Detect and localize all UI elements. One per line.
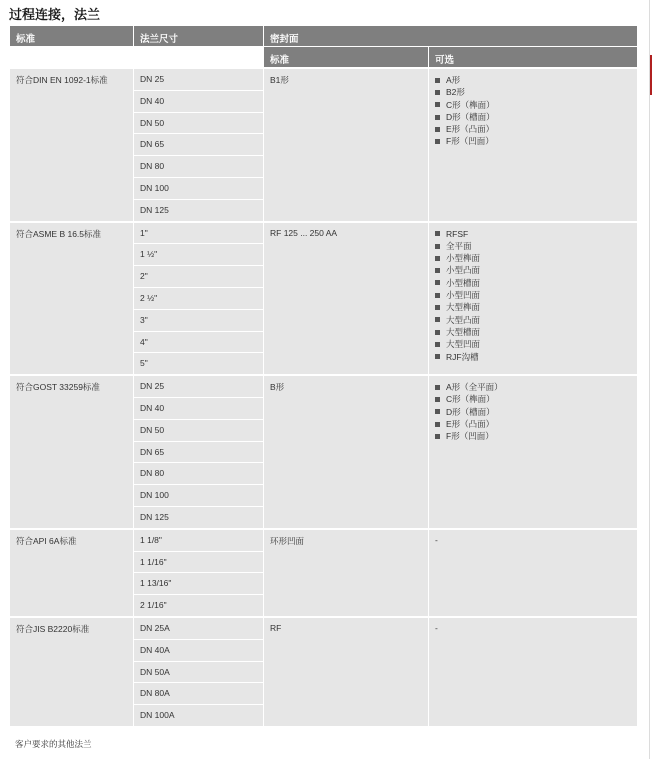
option-item: 小型凹面	[435, 289, 631, 301]
square-bullet-icon	[435, 268, 440, 273]
option-item: RFSF	[435, 228, 631, 240]
option-item: D形（槽面）	[435, 111, 631, 123]
option-item: A形	[435, 74, 631, 86]
square-bullet-icon	[435, 422, 440, 427]
flange-table	[10, 26, 637, 726]
square-bullet-icon	[435, 293, 440, 298]
group-standard: 符合GOST 33259标准	[10, 376, 133, 528]
group-seal-standard: RF	[264, 618, 428, 726]
option-item: B2形	[435, 86, 631, 98]
option-item: 小型榫面	[435, 252, 631, 264]
option-item: RJF沟槽	[435, 351, 631, 363]
square-bullet-icon	[435, 256, 440, 261]
square-bullet-icon	[435, 354, 440, 359]
option-item: F形（凹面）	[435, 430, 631, 442]
group-standard: 符合DIN EN 1092-1标准	[10, 69, 133, 221]
group-seal-standard: B1形	[264, 69, 428, 221]
size-item: DN 25	[134, 376, 263, 397]
option-item: E形（凸面）	[435, 418, 631, 430]
size-item: DN 25A	[134, 618, 263, 639]
size-item: DN 100	[134, 485, 263, 506]
size-item: 5"	[134, 353, 263, 374]
group-standard: 符合ASME B 16.5标准	[10, 223, 133, 375]
option-item: 大型榫面	[435, 301, 631, 313]
footnote: 客户要求的其他法兰	[15, 739, 92, 749]
group-options	[429, 223, 637, 375]
group-options	[429, 69, 637, 221]
size-item: DN 125	[134, 200, 263, 221]
header-seal-face: 密封面	[264, 26, 637, 46]
option-item: 小型凸面	[435, 264, 631, 276]
option-item: E形（凸面）	[435, 123, 631, 135]
size-list	[134, 69, 263, 221]
option-item: 大型凸面	[435, 314, 631, 326]
square-bullet-icon	[435, 231, 440, 236]
group-options	[429, 376, 637, 528]
square-bullet-icon	[435, 409, 440, 414]
header-seal-optional: 可选	[429, 47, 637, 67]
group-seal-standard: 环形凹面	[264, 530, 428, 616]
size-item: DN 40	[134, 398, 263, 419]
option-item: 全平面	[435, 240, 631, 252]
size-item: DN 125	[134, 507, 263, 528]
header-standard: 标准	[10, 26, 133, 46]
size-item: DN 40A	[134, 640, 263, 661]
option-item: 大型凹面	[435, 338, 631, 350]
group-standard: 符合API 6A标准	[10, 530, 133, 616]
option-item: 小型槽面	[435, 277, 631, 289]
size-list	[134, 530, 263, 616]
option-item: 大型槽面	[435, 326, 631, 338]
size-item: DN 50A	[134, 662, 263, 683]
option-item: C形（榫面）	[435, 393, 631, 405]
size-item: DN 80	[134, 156, 263, 177]
square-bullet-icon	[435, 78, 440, 83]
size-item: 1 1/8"	[134, 530, 263, 551]
page-edge-divider	[649, 0, 650, 759]
size-item: DN 65	[134, 442, 263, 463]
option-item: D形（槽面）	[435, 406, 631, 418]
size-item: DN 100	[134, 178, 263, 199]
size-item: 2 1/16"	[134, 595, 263, 616]
size-list	[134, 376, 263, 528]
square-bullet-icon	[435, 115, 440, 120]
square-bullet-icon	[435, 90, 440, 95]
square-bullet-icon	[435, 102, 440, 107]
page-title: 过程连接，法兰	[9, 7, 101, 22]
size-list	[134, 223, 263, 375]
size-item: 4"	[134, 332, 263, 353]
size-item: 1"	[134, 223, 263, 244]
size-item: 2"	[134, 266, 263, 287]
size-item: DN 100A	[134, 705, 263, 726]
square-bullet-icon	[435, 434, 440, 439]
size-item: DN 50	[134, 420, 263, 441]
size-item: DN 65	[134, 134, 263, 155]
group-seal-standard: RF 125 ... 250 AA	[264, 223, 428, 375]
size-item: DN 80A	[134, 683, 263, 704]
size-item: 1 1/16"	[134, 552, 263, 573]
size-list	[134, 618, 263, 726]
square-bullet-icon	[435, 280, 440, 285]
option-item: A形（全平面）	[435, 381, 631, 393]
size-item: DN 50	[134, 113, 263, 134]
square-bullet-icon	[435, 317, 440, 322]
size-item: 1 13/16"	[134, 573, 263, 594]
square-bullet-icon	[435, 385, 440, 390]
size-item: 3"	[134, 310, 263, 331]
group-standard: 符合JIS B2220标准	[10, 618, 133, 726]
group-seal-standard: B形	[264, 376, 428, 528]
square-bullet-icon	[435, 397, 440, 402]
square-bullet-icon	[435, 139, 440, 144]
size-item: DN 25	[134, 69, 263, 90]
square-bullet-icon	[435, 342, 440, 347]
size-item: DN 80	[134, 463, 263, 484]
group-options-text: -	[429, 530, 637, 616]
size-item: DN 40	[134, 91, 263, 112]
group-options-text: -	[429, 618, 637, 726]
header-seal-standard: 标准	[264, 47, 428, 67]
square-bullet-icon	[435, 305, 440, 310]
square-bullet-icon	[435, 244, 440, 249]
size-item: 2 ½"	[134, 288, 263, 309]
size-item: 1 ½"	[134, 244, 263, 265]
option-item: C形（榫面）	[435, 99, 631, 111]
header-flange-size: 法兰尺寸	[134, 26, 263, 46]
square-bullet-icon	[435, 330, 440, 335]
square-bullet-icon	[435, 127, 440, 132]
option-item: F形（凹面）	[435, 135, 631, 147]
